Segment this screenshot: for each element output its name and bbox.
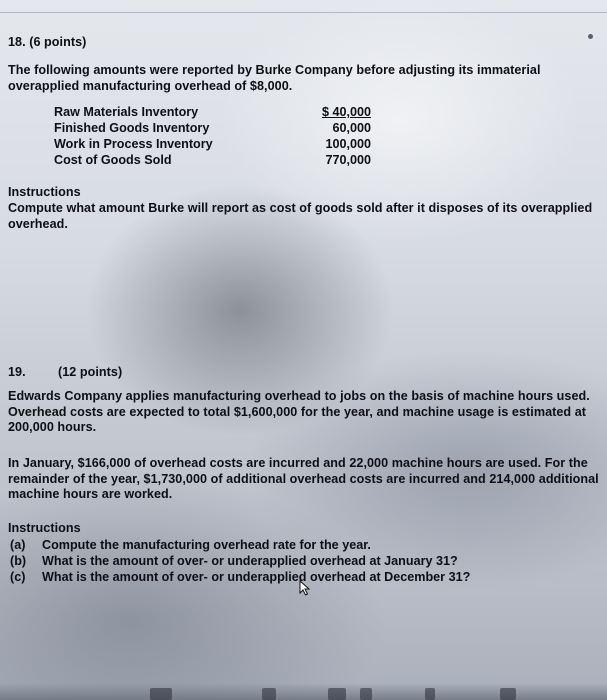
- account-label: Finished Goods Inventory: [54, 121, 210, 135]
- q18-accounts-table: [54, 104, 371, 168]
- bezel-reflection: [425, 688, 435, 700]
- q18-prompt: The following amounts were reported by Burke Company before adjusting its immaterial overapplied manufacturing overhead of $8,000.: [8, 63, 541, 93]
- account-label: Raw Materials Inventory: [54, 105, 199, 119]
- q19-paragraph-1: Edwards Company applies manufacturing overhead to jobs on the basis of machine hours used. Overhead costs are expected to total $1,600,000 for the year, and machine usage is estimated at 200,000 hours.: [8, 389, 590, 434]
- account-value: 60,000: [332, 121, 371, 135]
- screen-edge-divider: [0, 12, 607, 13]
- list-item: [10, 569, 470, 585]
- account-value: 100,000: [325, 137, 371, 151]
- bezel-reflection: [328, 688, 346, 700]
- account-label: Cost of Goods Sold: [54, 153, 172, 167]
- list-item: [10, 537, 470, 553]
- list-item-mark: (a): [10, 538, 26, 552]
- list-item-mark: (b): [10, 554, 27, 568]
- table-row: [54, 136, 371, 152]
- table-row: [54, 120, 371, 136]
- list-item-mark: (c): [10, 570, 26, 584]
- list-item-text: Compute the manufacturing overhead rate for the year.: [42, 538, 371, 552]
- account-label: Work in Process Inventory: [54, 137, 213, 151]
- screen-dot-mark: [588, 34, 593, 39]
- list-item-text: What is the amount of over- or underapplied overhead at December 31?: [42, 570, 471, 584]
- q18-instructions-title: Instructions: [8, 185, 81, 199]
- mouse-pointer-icon: [298, 580, 312, 596]
- q18-instructions: Compute what amount Burke will report as cost of goods sold after it disposes of its overapplied overhead.: [8, 201, 593, 231]
- bezel-reflection: [360, 688, 372, 700]
- q19-instructions-title: Instructions: [8, 521, 81, 535]
- q19-instructions-list: [10, 537, 470, 585]
- table-row: [54, 104, 371, 120]
- list-item-text: What is the amount of over- or underapplied overhead at January 31?: [42, 554, 458, 568]
- bezel-reflection: [262, 688, 276, 700]
- account-value: $ 40,000: [321, 105, 371, 119]
- list-item: [10, 553, 470, 569]
- q19-heading: [8, 365, 122, 381]
- account-value: 770,000: [325, 153, 371, 167]
- q19-points: (12 points): [58, 365, 123, 379]
- table-row: [54, 152, 371, 168]
- q18-heading: 18. (6 points): [8, 35, 87, 49]
- q19-paragraph-2: In January, $166,000 of overhead costs are incurred and 22,000 machine hours are used. For the remainder of the year, $1,730,000 of additional overhead costs are incurred and 214,000 additional machine hours are worked.: [8, 456, 599, 501]
- bezel-reflection: [150, 688, 172, 700]
- q19-number: 19.: [8, 365, 26, 379]
- bezel-reflection: [500, 688, 516, 700]
